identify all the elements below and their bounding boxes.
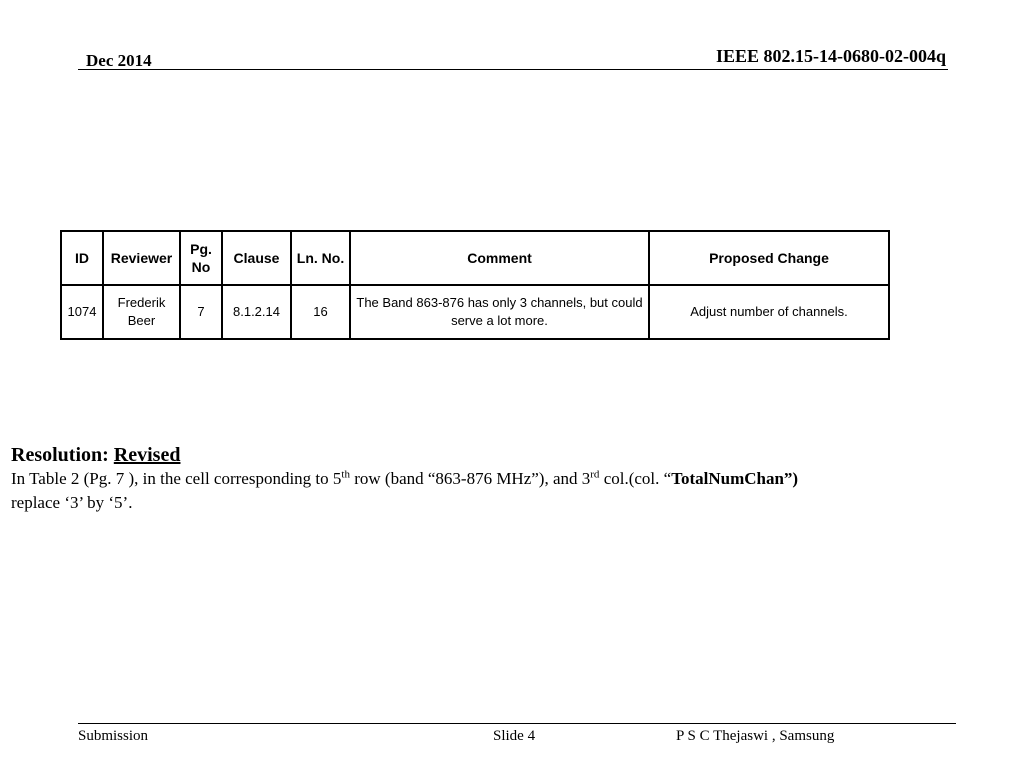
column-header-page: Pg. No — [180, 231, 222, 285]
resolution-text — [11, 467, 1011, 491]
ordinal-suffix: th — [341, 468, 350, 481]
comment-table — [60, 230, 890, 340]
resolution-label: Resolution: — [11, 444, 109, 466]
cell-reviewer: Frederik Beer — [103, 285, 180, 339]
footer-submission: Submission — [78, 728, 149, 744]
cell-line: 16 — [291, 285, 350, 339]
cell-clause: 8.1.2.14 — [222, 285, 291, 339]
column-header-clause: Clause — [222, 231, 291, 285]
column-header-comment: Comment — [350, 231, 649, 285]
column-header-id: ID — [61, 231, 103, 285]
resolution-status: Revised — [113, 444, 181, 466]
resolution-field-name: TotalNumChan”) — [671, 469, 799, 488]
cell-proposed-change: Adjust number of channels. — [649, 285, 889, 339]
resolution-text-part: row (band “863-876 MHz”), and 3 — [349, 469, 591, 488]
table-header-row — [61, 231, 889, 285]
cell-id: 1074 — [61, 285, 103, 339]
resolution-text-part: In Table 2 (Pg. 7 ), in the cell corresponding to 5 — [11, 469, 342, 488]
column-header-proposed-change: Proposed Change — [649, 231, 889, 285]
footer-author: P S C Thejaswi , Samsung — [676, 728, 835, 744]
cell-page: 7 — [180, 285, 222, 339]
ordinal-suffix: rd — [590, 468, 600, 481]
resolution-block — [11, 443, 1011, 515]
table-row — [61, 285, 889, 339]
header-divider — [78, 69, 948, 70]
cell-comment: The Band 863-876 has only 3 channels, but could serve a lot more. — [350, 285, 649, 339]
header-date: Dec 2014 — [86, 51, 152, 70]
document-id: IEEE 802.15-14-0680-02-004q — [715, 46, 946, 66]
footer-slide-number: Slide 4 — [493, 728, 536, 744]
resolution-heading — [11, 443, 1011, 467]
column-header-line: Ln. No. — [291, 231, 350, 285]
footer-divider — [78, 723, 956, 724]
resolution-text-line-2: replace ‘3’ by ‘5’. — [11, 493, 133, 512]
resolution-text-part: col.(col. “ — [599, 469, 672, 488]
column-header-reviewer: Reviewer — [103, 231, 180, 285]
